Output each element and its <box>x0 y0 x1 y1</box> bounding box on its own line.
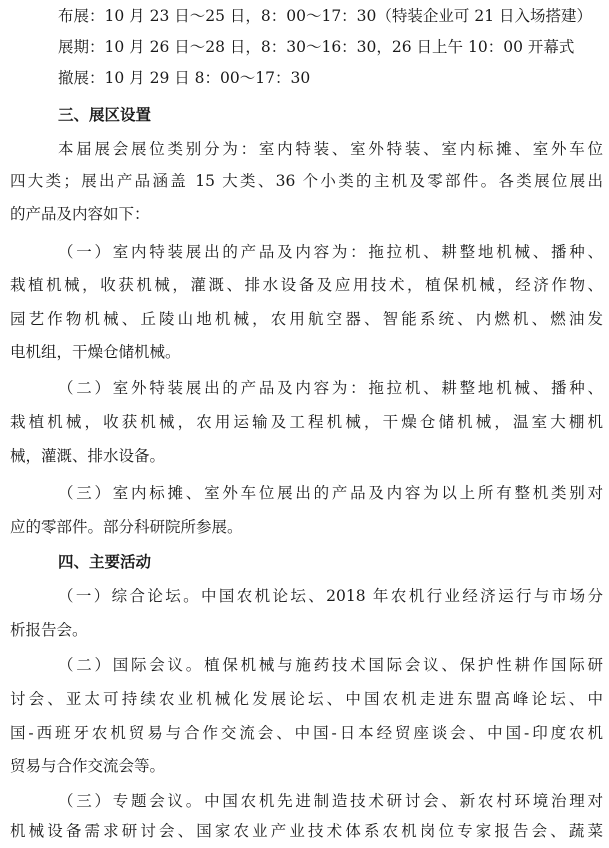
schedule-exhibition: 展期：10 月 26 日～28 日，8：30～16：30，26 日上午 10：00 开幕式 <box>58 38 575 56</box>
section-4-item-1-line-2: 析报告会。 <box>10 621 88 639</box>
section-4-item-2-line-4: 贸易与合作交流会等。 <box>10 757 166 775</box>
section-3-item-3-line-2: 应的零部件。部分科研院所参展。 <box>10 518 243 536</box>
schedule-teardown: 撤展：10 月 29 日 8：00～17：30 <box>58 69 311 87</box>
section-3-item-1-line-4: 电机组，干燥仓储机械。 <box>10 343 181 361</box>
section-3-item-2-line-2: 栽植机械，收获机械，农用运输及工程机械，干燥仓储机械，温室大棚机 <box>10 413 603 431</box>
section-4-item-2-line-3: 国-西班牙农机贸易与合作交流会、中国-日本经贸座谈会、中国-印度农机 <box>10 724 603 742</box>
section-3-item-2-line-1: （二）室外特装展出的产品及内容为：拖拉机、耕整地机械、播种、 <box>58 379 603 397</box>
section-3-intro-line-1: 本届展会展位类别分为：室内特装、室外特装、室内标摊、室外车位 <box>58 140 603 158</box>
section-3-intro-line-2: 四大类；展出产品涵盖 15 大类、36 个小类的主机及零部件。各类展位展出 <box>10 172 603 190</box>
section-3-item-1-line-1: （一）室内特装展出的产品及内容为：拖拉机、耕整地机械、播种、 <box>58 243 603 261</box>
section-3-item-3-line-1: （三）室内标摊、室外车位展出的产品及内容为以上所有整机类别对 <box>58 484 603 502</box>
section-4-item-3-line-1: （三）专题会议。中国农机先进制造技术研讨会、新农村环境治理对 <box>58 792 603 810</box>
schedule-setup: 布展：10 月 23 日～25 日，8：00～17：30（特装企业可 21 日入场搭建） <box>58 7 592 25</box>
section-3-intro-line-3: 的产品及内容如下： <box>10 205 150 223</box>
section-4-item-2-line-1: （二）国际会议。植保机械与施药技术国际会议、保护性耕作国际研 <box>58 656 603 674</box>
section-3-item-1-line-2: 栽植机械，收获机械，灌溉、排水设备及应用技术，植保机械，经济作物、 <box>10 276 603 294</box>
section-3-item-2-line-3: 械，灌溉、排水设备。 <box>10 447 166 465</box>
section-4-item-3-line-2: 机械设备需求研讨会、国家农业产业技术体系农机岗位专家报告会、蔬菜 <box>10 822 603 840</box>
section-4-item-1-line-1: （一）综合论坛。中国农机论坛、2018 年农机行业经济运行与市场分 <box>58 587 603 605</box>
section-4-item-2-line-2: 讨会、亚太可持续农业机械化发展论坛、中国农机走进东盟高峰论坛、中 <box>10 690 603 708</box>
section-4-heading: 四、主要活动 <box>58 553 152 571</box>
section-3-heading: 三、展区设置 <box>58 106 152 124</box>
section-3-item-1-line-3: 园艺作物机械、丘陵山地机械，农用航空器、智能系统、内燃机、燃油发 <box>10 310 603 328</box>
